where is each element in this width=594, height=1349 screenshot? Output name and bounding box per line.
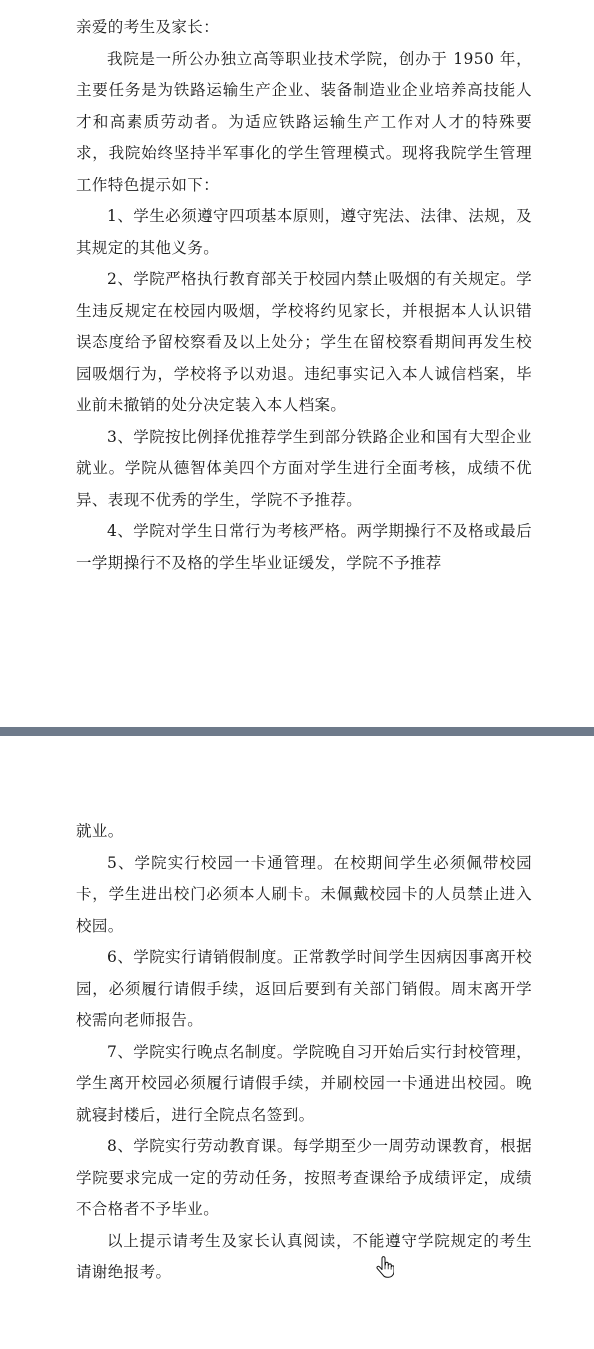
rule-6-paragraph: 6、学院实行请销假制度。正常教学时间学生因病因事离开校园，必须履行请假手续，返回后要到有关部门销假。周末离开学校需向老师报告。 bbox=[76, 948, 532, 1029]
intro-paragraph: 我院是一所公办独立高等职业技术学院，创办于 1950 年，主要任务是为铁路运输生产企业、装备制造业企业培养高技能人才和高素质劳动者。为适应铁路运输生产工作对人才的特殊要求，我院始终坚持半军事化的学生管理模式。现将我院学生管理工作特色提示如下： bbox=[76, 49, 532, 194]
rule-7-paragraph: 7、学院实行晚点名制度。学院晚自习开始后实行封校管理，学生离开校园必须履行请假手续，并刷校园一卡通进出校园。晚就寝封楼后，进行全院点名签到。 bbox=[76, 1042, 532, 1124]
closing-paragraph: 以上提示请考生及家长认真阅读，不能遵守学院规定的考生请谢绝报考。 bbox=[76, 1231, 532, 1281]
hand-pointer-icon bbox=[376, 1256, 394, 1278]
rule-2-paragraph: 2、学院严格执行教育部关于校园内禁止吸烟的有关规定。学生违反规定在校园内吸烟，学校将约见家长，并根据本人认识错误态度给予留校察看及以上处分；学生在留校察看期间再发生校园吸烟行为，学校将予以劝退。违纪事实记入本人诚信档案，毕业前未撤销的处分决定装入本人档案。 bbox=[76, 270, 532, 414]
rule-8-paragraph: 8、学院实行劳动教育课。每学期至少一周劳动课教育，根据学院要求完成一定的劳动任务，按照考查课给予成绩评定，成绩不合格者不予毕业。 bbox=[76, 1137, 532, 1218]
rule-3-paragraph: 3、学院按比例择优推荐学生到部分铁路企业和国有大型企业就业。学院从德智体美四个方面对学生进行全面考核，成绩不优异、表现不优秀的学生，学院不予推荐。 bbox=[76, 427, 532, 509]
rule-5-paragraph: 5、学院实行校园一卡通管理。在校期间学生必须佩带校园卡，学生进出校门必须本人刷卡。未佩戴校园卡的人员禁止进入校园。 bbox=[76, 853, 532, 935]
rule-4-paragraph: 4、学院对学生日常行为考核严格。两学期操行不及格或最后一学期操行不及格的学生毕业证缓发，学院不予推荐 bbox=[76, 522, 532, 572]
page-2-text-block bbox=[76, 816, 532, 1289]
document-page-2 bbox=[0, 736, 594, 1349]
greeting: 亲爱的考生及家长： bbox=[76, 18, 220, 36]
page-separator bbox=[0, 727, 594, 736]
rule-4-continuation: 就业。 bbox=[76, 822, 124, 840]
rule-1-paragraph: 1、学生必须遵守四项基本原则，遵守宪法、法律、法规，及其规定的其他义务。 bbox=[76, 207, 532, 257]
page-1-text-block bbox=[76, 12, 532, 579]
